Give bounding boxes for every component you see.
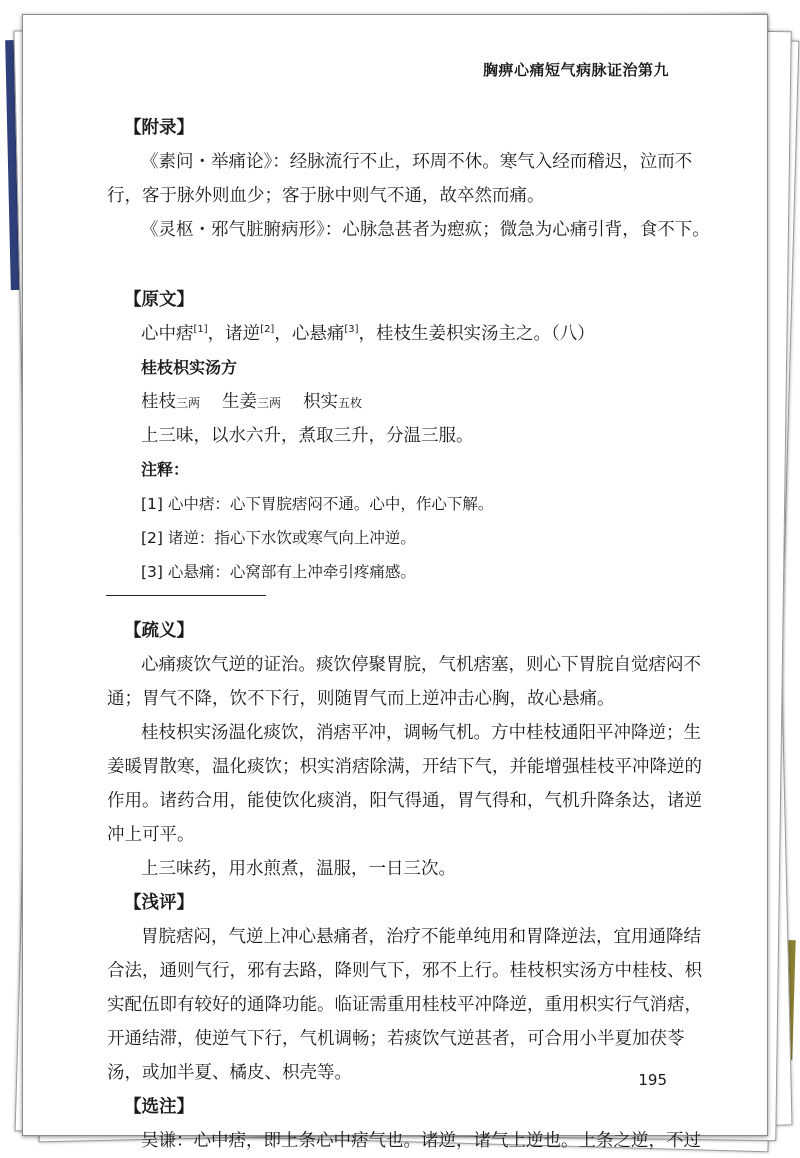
selected-notes-heading: 【选注】 — [124, 1097, 194, 1117]
page-number: 195 — [638, 1071, 667, 1089]
commentary-line: 通；胃气不降，饮不下行，则随胃气而上逆冲击心胸，故心悬痛。 — [107, 689, 615, 709]
brief-review-line: 胃脘痞闷，气逆上冲心悬痛者，治疗不能单纯用和胃降逆法，宜用通降结 — [141, 927, 701, 947]
running-head: 胸痹心痛短气病脉证治第九 — [482, 61, 669, 79]
brief-review-line: 实配伍即有较好的通降功能。临证需重用桂枝平冲降逆，重用枳实行气消痞， — [107, 995, 702, 1015]
commentary-line: 姜暖胃散寒，温化痰饮；枳实消痞除满，开结下气，并能增强桂枝平冲降逆的 — [107, 757, 702, 777]
footnote-ref: [3] — [344, 324, 359, 336]
footnote: [2] 诸逆：指心下水饮或寒气向上冲逆。 — [141, 529, 416, 547]
herb-dose: 三两 — [176, 396, 201, 410]
herb-name: 枳实 — [303, 392, 339, 412]
notes-heading: 注释： — [141, 460, 190, 479]
text-segment: ，心悬痛 — [274, 324, 345, 344]
appendix-paragraph-line: 《素问・举痛论》：经脉流行不止，环周不休。寒气入经而稽迟，泣而不 — [141, 152, 693, 172]
footnote: [1] 心中痞：心下胃脘痞闷不通。心中，作心下解。 — [141, 495, 494, 513]
brief-review-line: 开通结滞，使逆气下行，气机调畅；若痰饮气逆甚者，可合用小半夏加茯苓 — [107, 1029, 685, 1049]
herb-name: 生姜 — [222, 392, 258, 412]
original-heading: 【原文】 — [124, 290, 194, 310]
commentary-line: 冲上可平。 — [107, 825, 195, 845]
commentary-heading: 【疏义】 — [124, 621, 194, 641]
brief-review-line: 汤，或加半夏、橘皮、枳壳等。 — [107, 1063, 352, 1083]
formula-title: 桂枝枳实汤方 — [141, 358, 238, 377]
commentary-line: 心痛痰饮气逆的证治。痰饮停聚胃脘，气机痞塞，则心下胃脘自觉痞闷不 — [141, 655, 701, 675]
appendix-paragraph-line: 行，客于脉外则血少；客于脉中则气不通，故卒然而痛。 — [107, 186, 545, 206]
appendix-paragraph: 《灵枢・邪气脏腑病形》：心脉急甚者为瘛疭；微急为心痛引背，食不下。 — [141, 220, 710, 240]
preparation-method: 上三味，以水六升，煮取三升，分温三服。 — [141, 426, 474, 446]
commentary-line: 上三味药，用水煎煮，温服，一日三次。 — [141, 859, 456, 879]
text-segment: ，诸逆 — [207, 324, 261, 344]
original-text — [107, 317, 703, 351]
selected-notes-line: 吴谦：心中痞，即上条心中痞气也。诸逆，诸气上逆也。上条之逆，不过 — [141, 1131, 701, 1151]
herb-dose: 三两 — [257, 396, 282, 410]
commentary-line: 桂枝枳实汤温化痰饮，消痞平冲，调畅气机。方中桂枝通阳平冲降逆；生 — [141, 723, 701, 743]
book-page — [22, 14, 768, 1151]
commentary-line: 作用。诸药合用，能使饮化痰消，阳气得通，胃气得和，气机升降条达，诸逆 — [107, 791, 702, 811]
text-segment: 心中痞 — [141, 324, 194, 344]
footnote-ref: [1] — [193, 324, 208, 336]
brief-review-heading: 【浅评】 — [124, 893, 194, 913]
section-divider — [106, 595, 266, 596]
appendix-heading: 【附录】 — [124, 118, 194, 138]
herb-name: 桂枝 — [141, 392, 176, 412]
brief-review-line: 合法，通则气行，邪有去路，降则气下，邪不上行。桂枝枳实汤方中桂枝、枳 — [107, 961, 702, 981]
page-content — [107, 111, 710, 1158]
footnote-ref: [2] — [260, 324, 275, 336]
herb-dose: 五枚 — [338, 396, 363, 410]
text-segment: ，桂枝生姜枳实汤主之。（八） — [358, 324, 595, 344]
formula-ingredients — [107, 385, 703, 419]
footnote: [3] 心悬痛：心窝部有上冲牵引疼痛感。 — [141, 563, 416, 581]
